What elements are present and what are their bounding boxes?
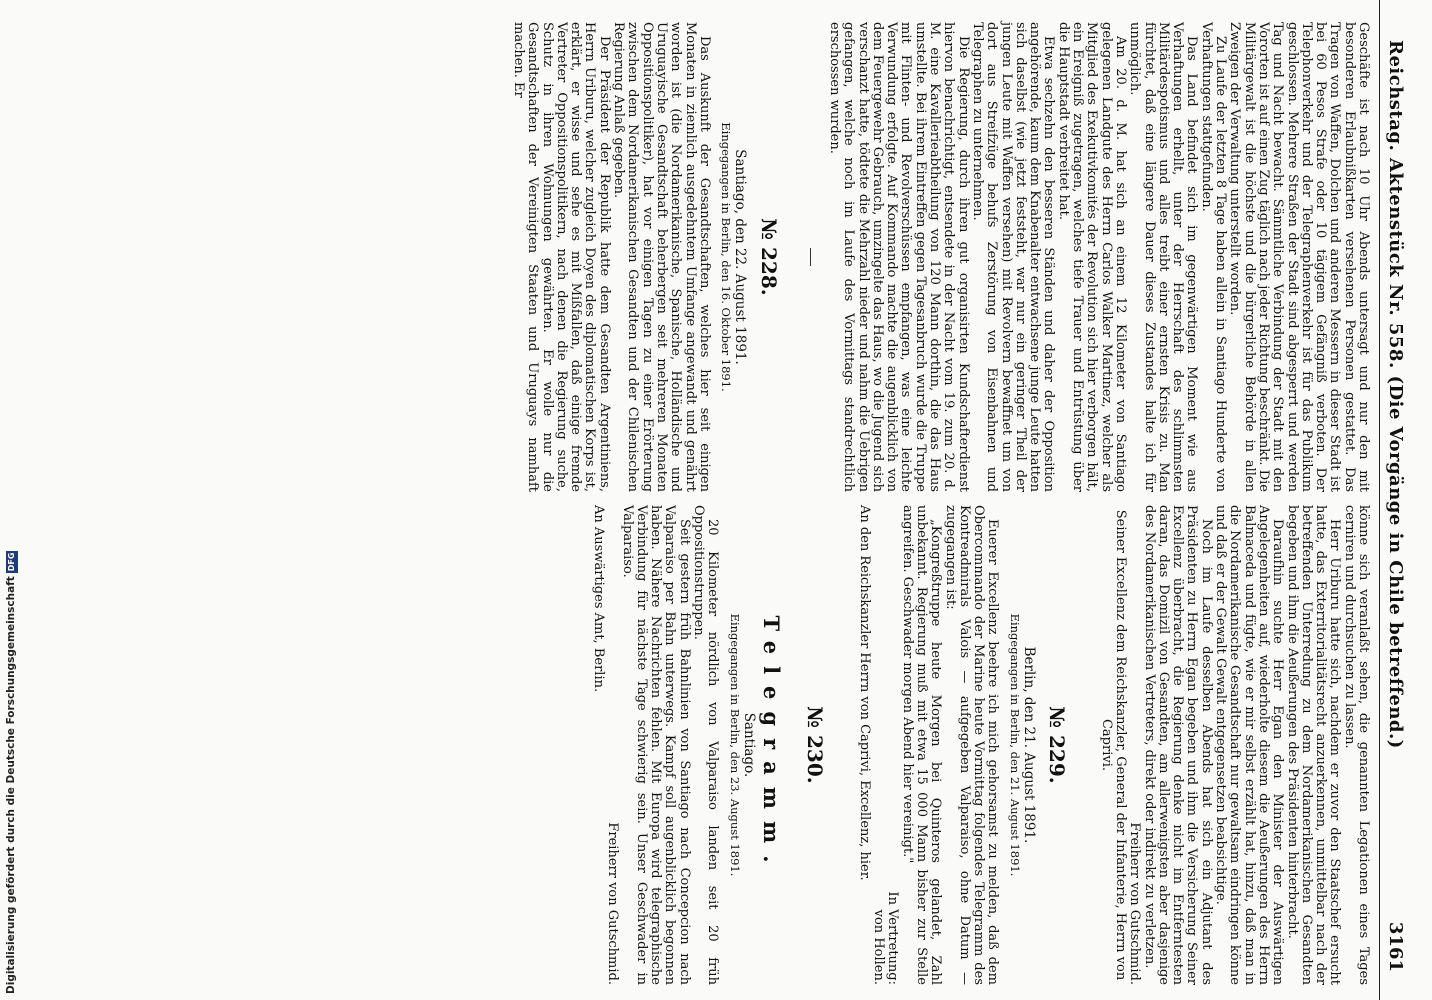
paragraph: könne sich veranlaßt sehen, die genannten Legationen eines Tages cerniren und durchsuchen zu lassen. — [1341, 505, 1371, 985]
signature: von Hollen. — [871, 909, 887, 985]
paragraph: Das Land befindet sich im gegenwärtigen Moment wie aus Verhaftungen erhellt, unter der Herrschaft des schlimmsten Militärdespotismus und alles treibt einer ernsten Krisis zu. Man fürchtet, daß eine längere Dauer dieses Zustandes halte ich für unmöglich. — [1127, 22, 1200, 492]
paragraph: Am 20. d. M. hat sich an einem 12 Kilometer von Santiago gelegenen Landgute des Herrn Carlos Walker Martinez, welcher als Mitglied des Exekutivkomités der Revolution sich hier verborgen hält, ein Ereigniß zugetragen, welches tiefe Trauer und Entrüstung über die Hauptstadt verbreitet hat. — [1055, 22, 1128, 492]
signature: Freiherr von Gutschmid. — [1127, 822, 1143, 985]
column-left — [511, 22, 1370, 492]
received-note: Eingegangen in Berlin, den 21. August 1891. — [1007, 613, 1022, 877]
paragraph: „Kongreßtruppe heute Morgen bei Quinteros gelandet, Zahl unbekannt. Regierung muß mit etwa 15 000 Mann bisher zur Stelle angreifen. Geschwader morgen Abend hier vereinigt." — [899, 505, 944, 985]
column-right — [591, 505, 1370, 985]
paragraph: Der Präsident der Republik hatte dem Gesandten Argentiniens, Herrn Uriburu, welcher zugleich Doyen des diplomatischen Korps ist, erklärt, er wisse und sehe es mit Mißfallen, daß einige fremde Vertreter Oppositionspolitikern, nach denen die Regierung suche, Schutz in ihren Wohnungen gewährten. Er wolle nur die Gesandtschaften der Vereinigten Staaten und Uruguays namhaft machen. Er — [510, 22, 612, 492]
signature-role: In Vertretung: — [885, 891, 901, 985]
paragraph: Noch im Laufe desselben Abends hat sich ein Adjutant des Präsidenten zu Herrn Egan begeben und ihm die Versicherung Seiner Excellenz überbracht, die Regierung denke nicht im Entferntesten daran, das Domizil von Gesandten, am allerwenigsten aber dasjenige des Nordamerikanischen Vertreters, direkt oder indirekt zu verletzen. — [1141, 505, 1214, 985]
dateline: Berlin, den 21. August 1891. — [1021, 646, 1038, 844]
telegram-heading: Telegramm. — [759, 615, 785, 875]
dfg-logo: DFG — [7, 552, 16, 572]
document-number: № 230. — [803, 706, 828, 784]
footer-text: Digitalisierung gefördert durch die Deutsche Forschungsgemeinschaft — [5, 576, 17, 994]
separator-rule — [810, 248, 811, 266]
paragraph: Zu Laufe der letzten 8 Tage haben allein in Santiago Hunderte von Verhaftungen stattgefunden. — [1198, 22, 1229, 492]
paragraph: Das Auskunft der Gesandtschaften, welches hier seit einigen Monaten in ziemlich ausgedehntem Umfange angewandt und genährt worden ist (die Nordamerikanische, Spanische, Holländische und Uruguayische Gesandtschaft beherbergen seit mehreren Monaten Oppositionspolitiker), hat vor einigen Tagen zu einer Erörterung zwischen dem Nordamerikanischen Gesandten und der Chilenischen Regierung Anlaß gegeben. — [611, 22, 712, 492]
header-title: Reichstag. Aktenstück Nr. 558. (Die Vorgänge in Chile betreffend.) — [1385, 40, 1406, 749]
digitization-footer — [2, 552, 18, 994]
place-line: Santiago. — [740, 712, 757, 778]
paragraph: Geschäfte ist nach 10 Uhr Abends untersagt und nur den mit besonderen Erlaubnißkarten versehenen Personen gestattet. Das Tragen von Waffen, Dolchen und anderen Messern in dieser Stadt ist bei 60 Pesos Strafe oder 10 tägigem Gefängniß verboten. Der Telephonverkehr und der Telegraphenverkehr ist für das Publikum geschlossen. Mehrere Straßen der Stadt sind abgesperrt und werden Tag und Nacht bewacht. Sämmtliche Verbindung der Stadt mit den Vororten ist auf einen Zug täglich nach jeder Richtung beschränkt. Die Militärgewalt ist die höchste und die bürgerliche Behörde in allen Zweigen der Verwaltung unterstellt worden. — [1227, 22, 1371, 492]
dateline: Santiago, den 22. August 1891. — [732, 149, 749, 365]
paragraph: Seit gestern früh Bahnlinien von Santiago nach Concepcion nach Valparaiso per Bahn unterwegs. Kampf soll augenblicklich begonnen haben. Nähere Nachrichten fehlen. Mit Europa wird telegraphische Verbindung für nächste Tage schwierig sein. Unser Geschwader in Valparaiso. — [619, 505, 692, 985]
paragraph: 20 Kilometer nördlich von Valparaiso landen seit 20 früh Oppositionstruppen. — [691, 505, 721, 985]
header-rule — [1379, 0, 1380, 1000]
received-note: Eingegangen in Berlin, den 23. August 1891. — [727, 613, 742, 877]
signature: Freiherr von Gutschmid. — [605, 822, 621, 985]
addressee: Seiner Excellenz dem Reichskanzler, General der Infanterie, Herrn von Caprivi. — [1098, 509, 1128, 981]
addressee: An Auswärtiges Amt, Berlin. — [590, 505, 606, 693]
addressee: An den Reichskanzler Herrn von Caprivi, Excellenz, hier. — [856, 505, 872, 881]
page-number: 3161 — [1385, 921, 1406, 972]
paragraph: Daraufhin suchte Herr Egan den Minister der Auswärtigen Angelegenheiten auf, wiederholte diesem die Aeußerungen des Herrn Balmaceda und fügte, wie er mir selbst erzählt hat, hinzu, daß man in die Nordamerikanische Gesandtschaft nur gewaltsam eindringen könne und daß er der Gewalt Gewalt entgegensetzen beabsichtige. — [1213, 505, 1286, 985]
paragraph: Etwa sechzehn den besseren Ständen und daher der Opposition angehörende, kaum dem Knabenalter entwachsene junge Leute hatten sich daselbst (wie jetzt feststeht, war nur ein geringer Theil der jungen Leute mit Waffen versehen) mit Revolvern bewaffnet um von dort aus Streifzüge behufs Zerstörung von Eisenbahnen und Telegraphen zu unternehmen. — [969, 22, 1057, 492]
paragraph: Euerer Excellenz beehre ich mich gehorsamst zu melden, daß dem Obercommando der Marine heute Vormittag folgendes Telegramm des Kontreadmirals Valois — aufgegeben Valparaiso, ohne Datum — zugegangen ist: — [942, 505, 1001, 985]
document-number: № 228. — [756, 218, 781, 296]
received-note: Eingegangen in Berlin, den 16. Oktober 1891. — [719, 122, 734, 392]
paragraph: Herr Uriburu hatte sich, nachdem er zuvor den Staatschef ersucht hatte, das Exterritorialitätsrecht anzuerkennen, unmittelbar nach der betreffenden Unterredung zu dem Nordamerikanischen Gesandten begeben und ihm die Aeußerungen des Präsidenten hinterbracht. — [1284, 505, 1343, 985]
running-header — [1378, 0, 1410, 1000]
footer-text-wrap — [3, 552, 19, 994]
paragraph: Die Regierung, durch ihren gut organisirten Kundschafterdienst hiervon benachrichtigt, entsendete in der Nacht vom 19. zum 20. d. M. eine Kavallerieabtheilung von 120 Mann dorthin, die das Haus umstellte. Bei ihrem Eintreffen gegen Tagesanbruch wurde die Truppe mit Flinten- und Revolverschüssen empfangen, was eine leichte Verwundung erfolgte. Auf Kommando machte die augenblicklich von dem Feuergewehr Gebrauch, umzingelte das Haus, wo die Jugend sich verschanzt hatte, tödtete die Mehrzahl nieder und nahm die Uebrigen gefangen, welche noch im Laufe des Vormittags standrechtlich erschossen wurden. — [827, 22, 971, 492]
document-number: № 229. — [1045, 706, 1070, 784]
